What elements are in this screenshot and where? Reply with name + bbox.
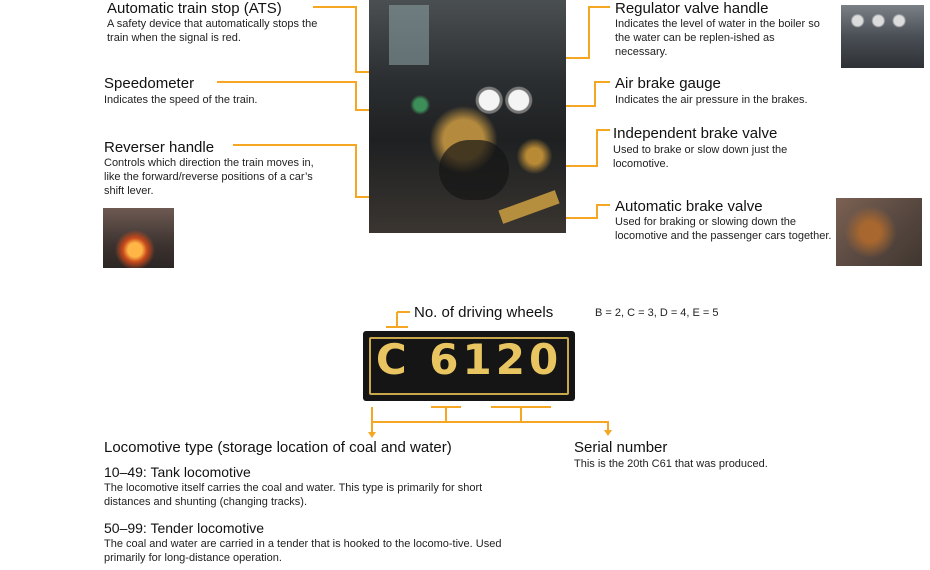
number-plate: [363, 331, 575, 401]
regulator-title: Regulator valve handle: [615, 0, 769, 17]
serial-title: Serial number: [574, 439, 668, 456]
driving-wheels-label: No. of driving wheels: [414, 304, 554, 321]
regulator-desc: Indicates the level of water in the boiler so the water can be replen-ished as necessary.: [615, 18, 820, 58]
independent-brake-desc: Used to brake or slow down just the locomotive.: [613, 144, 788, 170]
type-arrowhead: [368, 432, 376, 438]
air-brake-desc: Indicates the air pressure in the brakes.: [615, 94, 808, 106]
tender-desc: The coal and water are carried in a tender that is hooked to the locomo-tive. Used primarily for long-distance operation.: [104, 538, 502, 564]
speedometer-title: Speedometer: [104, 75, 195, 92]
tender-title: 50–99: Tender locomotive: [104, 520, 265, 536]
automatic-brake-desc: Used for braking or slowing down the locomotive and the passenger cars together.: [615, 216, 832, 242]
speedometer-desc: Indicates the speed of the train.: [104, 94, 258, 106]
automatic-brake-photo: [836, 198, 922, 266]
independent-brake-title: Independent brake valve: [613, 125, 778, 142]
air-brake-title: Air brake gauge: [615, 75, 721, 92]
loco-type-title: Locomotive type (storage location of coal and water): [104, 439, 452, 456]
reverser-title: Reverser handle: [104, 139, 215, 156]
type-bracket: [372, 407, 608, 432]
cab-photo: [369, 0, 566, 233]
serial-arrowhead: [604, 430, 612, 436]
driving-wheels-codes: B = 2, C = 3, D = 4, E = 5: [595, 307, 719, 319]
tank-title: 10–49: Tank locomotive: [104, 464, 251, 480]
ats-desc: A safety device that automatically stops the train when the signal is red.: [107, 18, 318, 44]
regulator-valves-photo: [841, 5, 924, 68]
number-plate-text: C 6120: [375, 335, 563, 384]
automatic-brake-title: Automatic brake valve: [615, 198, 763, 215]
serial-desc: This is the 20th C61 that was produced.: [574, 458, 768, 470]
firebox-photo: [103, 208, 174, 268]
reverser-desc: Controls which direction the train moves in, like the forward/reverse positions of a car’s shift lever.: [104, 157, 314, 197]
ats-title: Automatic train stop (ATS): [107, 0, 282, 17]
tank-desc: The locomotive itself carries the coal and water. This type is primarily for short distances and shunting (changing tracks).: [104, 482, 483, 508]
